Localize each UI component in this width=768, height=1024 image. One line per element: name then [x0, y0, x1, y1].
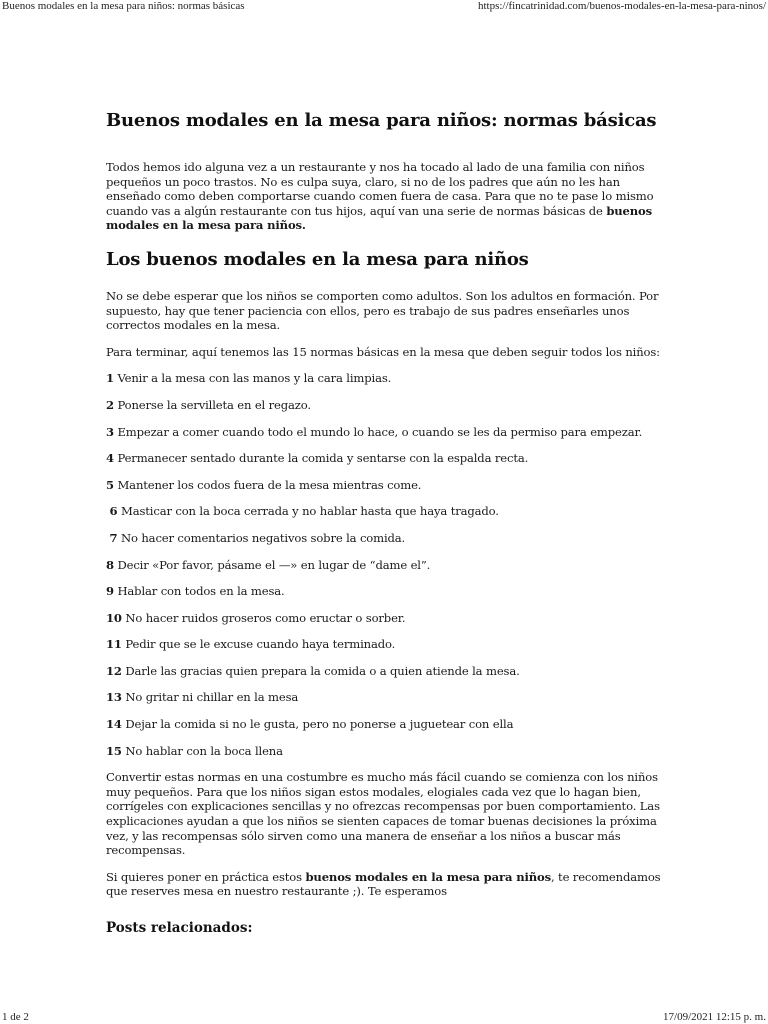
closing-bold-text: buenos modales en la mesa para niños [305, 869, 551, 884]
article-content [106, 108, 666, 937]
rule-number: 5 [106, 477, 114, 492]
rule-text: No gritar ni chillar en la mesa [121, 690, 299, 705]
footer-page-number: 1 de 2 [2, 1011, 29, 1023]
intro-text: Todos hemos ido alguna vez a un restaurante y nos ha tocado al lado de una familia con niños pequeños un poco trastos. No es culpa suya, claro, si no de los padres que aún no les han enseñado como deben comportarse cuando comen fuera de casa. Para que no te pase lo mismo cuando vas a algún restaurante con tus hijos, aquí van una serie de normas básicas de [106, 160, 654, 218]
closing-text-after: , te recomendamos que reserves mesa en nuestro restaurante ;). Te esperamos [106, 869, 661, 899]
rule-number: 9 [106, 584, 114, 599]
rule-text: Dejar la comida si no le gusta, pero no ponerse a juguetear con ella [121, 717, 514, 732]
closing-paragraph [106, 870, 666, 899]
related-posts-heading: Posts relacionados: [106, 920, 253, 936]
header-url: https://fincatrinidad.com/buenos-modales-en-la-mesa-para-ninos/ [477, 0, 766, 12]
rule-item [106, 478, 666, 493]
rule-text: Darle las gracias quien prepara la comida o a quien atiende la mesa. [121, 663, 520, 678]
footer-datetime: 17/09/2021 12:15 p. m. [663, 1011, 766, 1023]
section-title: Los buenos modales en la mesa para niños [106, 248, 529, 270]
rule-text: Permanecer sentado durante la comida y sentarse con la espalda recta. [113, 451, 529, 466]
rule-item [106, 584, 666, 599]
rule-number: 13 [106, 690, 122, 705]
rule-number: 8 [106, 557, 114, 572]
rule-text: Pedir que se le excuse cuando haya terminado. [121, 637, 396, 652]
closing-text-before: Si quieres poner en práctica estos [106, 869, 306, 884]
intro-paragraph [106, 160, 666, 233]
rule-item [106, 558, 666, 573]
rule-item [106, 611, 666, 626]
intro-bold-text: buenos modales en la mesa para niños. [106, 203, 653, 233]
print-footer [0, 1011, 768, 1024]
rule-number: 2 [106, 397, 114, 412]
paragraph-1: No se debe esperar que los niños se comporten como adultos. Son los adultos en formación. Por supuesto, hay que tener paciencia con ellos, pero es trabajo de sus padres enseñarles unos correctos modales en la mesa. [106, 288, 659, 333]
rule-text: Hablar con todos en la mesa. [113, 584, 285, 599]
rule-text: Venir a la mesa con las manos y la cara limpias. [113, 371, 392, 386]
rule-item [106, 504, 666, 519]
rule-text: Mantener los codos fuera de la mesa mientras come. [113, 477, 422, 492]
rule-item [106, 398, 666, 413]
rule-text: Empezar a comer cuando todo el mundo lo hace, o cuando se les da permiso para empezar. [113, 424, 643, 439]
rule-item [106, 425, 666, 440]
header-page-title: Buenos modales en la mesa para niños: normas básicas [2, 0, 245, 12]
rule-text: Ponerse la servilleta en el regazo. [113, 397, 311, 412]
rule-number: 6 [109, 504, 118, 519]
rule-number: 12 [106, 663, 122, 678]
rule-text: Decir «Por favor, pásame el —» en lugar de “dame el”. [113, 557, 431, 572]
rule-number: 3 [106, 424, 114, 439]
rule-item [106, 744, 666, 759]
rule-number: 14 [106, 717, 122, 732]
rule-item [106, 451, 666, 466]
rule-text: Masticar con la boca cerrada y no hablar hasta que haya tragado. [117, 504, 499, 519]
rule-number: 15 [106, 743, 122, 758]
rule-item [106, 371, 666, 386]
rule-item [106, 531, 666, 546]
rule-number: 10 [106, 610, 122, 625]
rule-item [106, 717, 666, 732]
rule-number: 7 [109, 530, 118, 545]
rule-number: 1 [106, 371, 114, 386]
rule-text: No hacer ruidos groseros como eructar o sorber. [121, 610, 406, 625]
rule-text: No hablar con la boca llena [121, 743, 283, 758]
paragraph-3: Convertir estas normas en una costumbre es mucho más fácil cuando se comienza con los niños muy pequeños. Para que los niños sigan estos modales, elogiales cada vez que lo hagan bien, corrígeles con explicaciones sencillas y no ofrezcas recompensas por buen comportamiento. Las explicaciones ayudan a que los niños se sienten capaces de tomar buenas decisiones la próxima vez, y las recompensas sólo sirven como una manera de enseñar a los niños a buscar más recompensas. [106, 770, 660, 858]
rule-item [106, 664, 666, 679]
rule-text: No hacer comentarios negativos sobre la comida. [117, 530, 406, 545]
rule-item [106, 637, 666, 652]
rule-number: 4 [106, 451, 114, 466]
rule-number: 11 [106, 637, 122, 652]
rule-item [106, 690, 666, 705]
print-header [0, 0, 768, 14]
paragraph-2: Para terminar, aquí tenemos las 15 normas básicas en la mesa que deben seguir todos los niños: [106, 344, 660, 359]
article-title: Buenos modales en la mesa para niños: normas básicas [106, 110, 657, 131]
